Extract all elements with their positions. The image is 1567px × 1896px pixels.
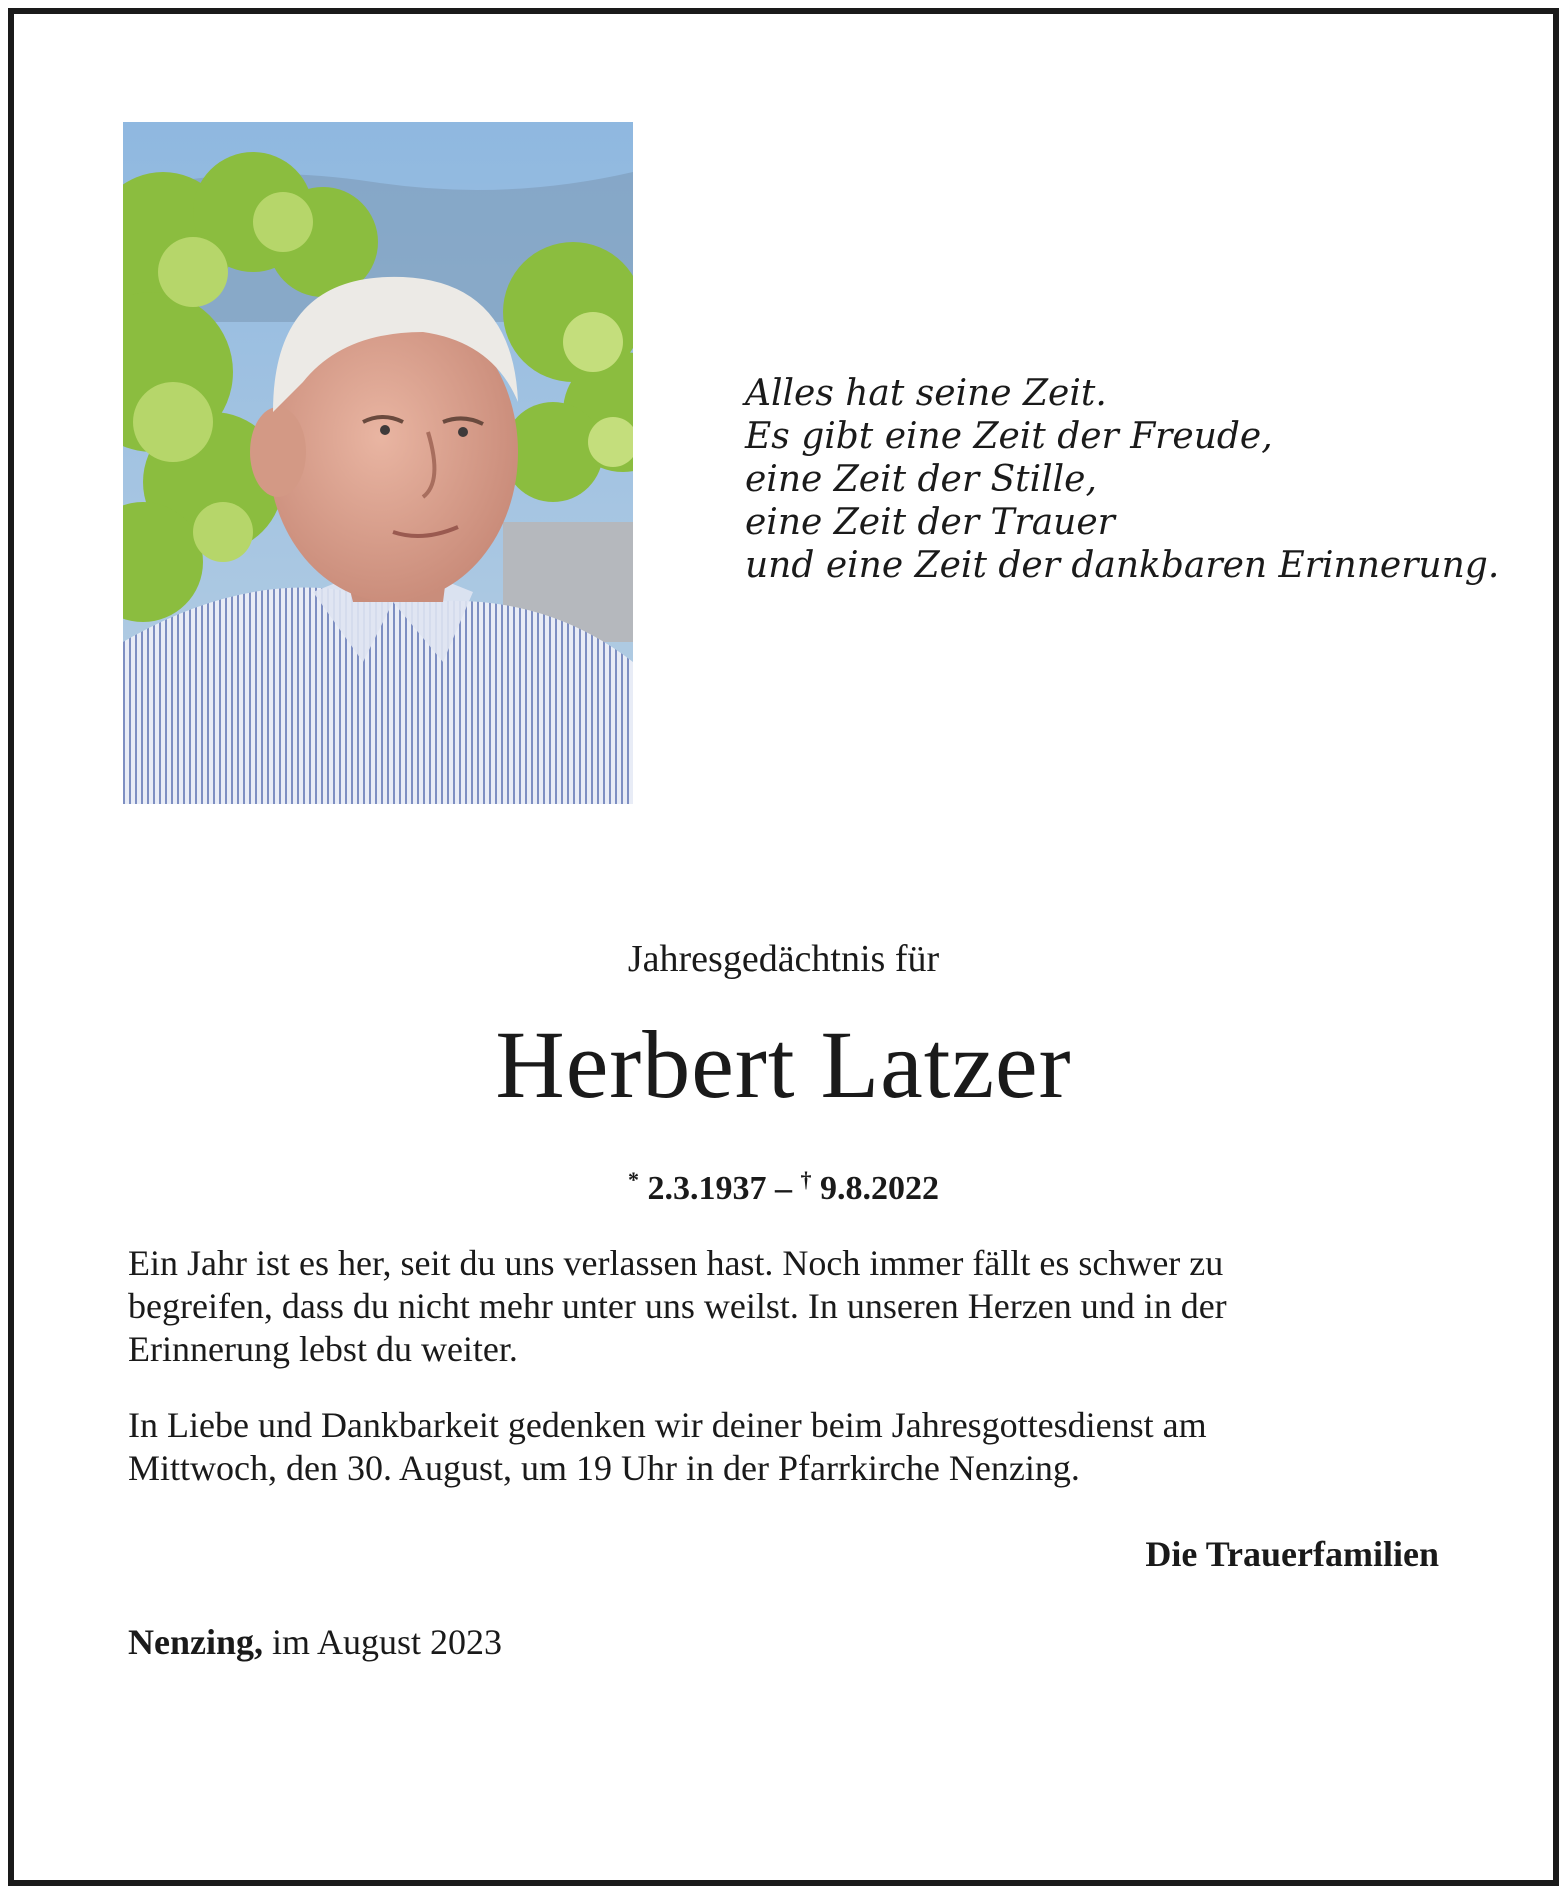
memorial-intro: Jahresgedächtnis für <box>627 938 940 980</box>
death-mark: † <box>800 1167 812 1192</box>
deceased-name: Herbert Latzer <box>495 1011 1072 1118</box>
life-dates <box>0 1158 1567 1211</box>
poem <box>745 372 1500 587</box>
poem-line: Es gibt eine Zeit der Freude, <box>745 416 1273 457</box>
service-paragraph <box>128 1404 1448 1490</box>
date-separator: – <box>775 1170 792 1207</box>
paragraph-line: Erinnerung lebst du weiter. <box>128 1329 518 1369</box>
family-signature: Die Trauerfamilien <box>1145 1534 1439 1574</box>
poem-line: eine Zeit der Trauer <box>745 502 1115 543</box>
poem-line: und eine Zeit der dankbaren Erinnerung. <box>745 545 1500 586</box>
birth-date: 2.3.1937 <box>647 1170 767 1207</box>
place-date <box>128 1620 502 1664</box>
poem-line: eine Zeit der Stille, <box>745 459 1097 500</box>
poem-line: Alles hat seine Zeit. <box>745 373 1107 414</box>
death-date: 9.8.2022 <box>820 1170 939 1207</box>
paragraph-line: In Liebe und Dankbarkeit gedenken wir deiner beim Jahresgottesdienst am <box>128 1405 1207 1445</box>
birth-mark: * <box>628 1167 639 1192</box>
portrait-photo <box>123 122 633 804</box>
paragraph-line: begreifen, dass du nicht mehr unter uns weilst. In unseren Herzen und in der <box>128 1286 1227 1326</box>
paragraph-line: Ein Jahr ist es her, seit du uns verlassen hast. Noch immer fällt es schwer zu <box>128 1243 1224 1283</box>
place-date-text: im August 2023 <box>272 1622 503 1662</box>
paragraph-line: Mittwoch, den 30. August, um 19 Uhr in der Pfarrkirche Nenzing. <box>128 1448 1080 1488</box>
place-town: Nenzing, <box>128 1622 263 1662</box>
remembrance-paragraph <box>128 1242 1448 1371</box>
